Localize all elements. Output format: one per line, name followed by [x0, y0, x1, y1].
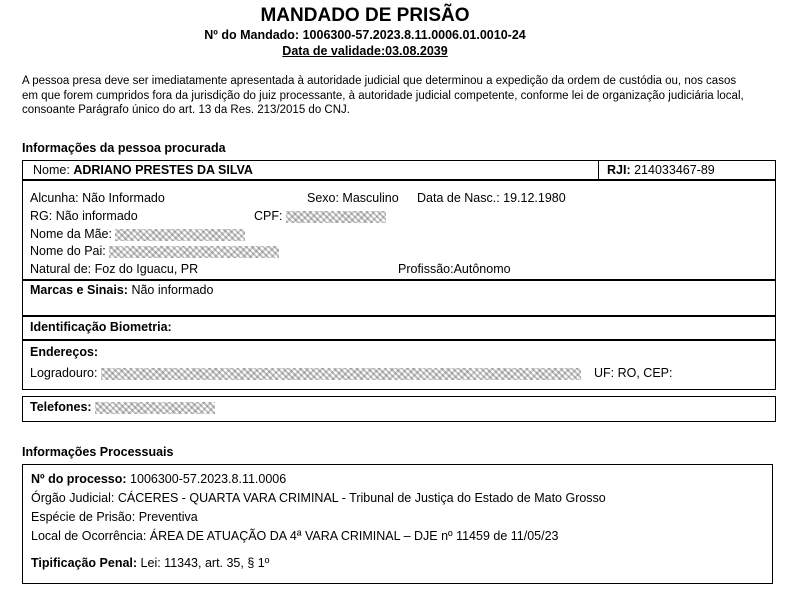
tipificacao-label: Tipificação Penal:	[31, 556, 138, 570]
section-title-processo: Informações Processuais	[22, 445, 174, 459]
rji-label: RJI:	[607, 163, 631, 177]
intro-paragraph: A pessoa presa deve ser imediatamente apresentada à autoridade judicial que determinou a expedição da ordem de custódia ou, nos casos em que forem cumpridos fora da jurisdição do juiz processante, à autoridade judicial competente, conforme lei de organização judiciária local, consoante Parágrafo único do art. 13 da Res. 213/2015 do CNJ.	[22, 75, 744, 116]
validade-label: Data de validade:	[282, 44, 386, 58]
rji-value: 214033467-89	[634, 163, 715, 177]
tipificacao-penal	[31, 556, 269, 570]
redacted-logradouro	[101, 368, 581, 380]
redacted-telefones	[95, 402, 215, 414]
biometria-label: Identificação Biometria:	[30, 320, 172, 334]
processo-numero	[31, 472, 286, 486]
mandado-number	[0, 28, 730, 42]
logradouro-field	[30, 366, 581, 380]
validity-date	[0, 44, 730, 58]
mae-field	[30, 227, 245, 241]
mandado-value: 1006300-57.2023.8.11.0006.01.0010-24	[302, 28, 526, 42]
profissao: Profissão:Autônomo	[398, 262, 511, 276]
pai-field	[30, 244, 279, 258]
sexo: Sexo: Masculino	[307, 191, 399, 205]
uf-cep: UF: RO, CEP:	[594, 366, 673, 380]
page-title: MANDADO DE PRISÃO	[260, 5, 470, 26]
mae-label: Nome da Mãe:	[30, 227, 112, 241]
section-title-pessoa: Informações da pessoa procurada	[22, 141, 226, 155]
cpf-field	[254, 209, 386, 223]
redacted-pai	[109, 246, 279, 258]
telefones-label: Telefones:	[30, 400, 92, 414]
nome-value: ADRIANO PRESTES DA SILVA	[73, 163, 253, 177]
processo-label: Nº do processo:	[31, 472, 127, 486]
name-row-divider	[598, 160, 599, 180]
redacted-mae	[115, 229, 245, 241]
nome-label: Nome:	[33, 163, 70, 177]
validade-value: 03.08.2039	[385, 44, 448, 58]
nome-field	[33, 163, 253, 177]
rg: RG: Não informado	[30, 209, 138, 223]
enderecos-box	[22, 340, 776, 390]
nascimento: Data de Nasc.: 19.12.1980	[417, 191, 566, 205]
processo-value: 1006300-57.2023.8.11.0006	[130, 472, 287, 486]
marcas-value: Não informado	[131, 283, 214, 297]
orgao-judicial: Órgão Judicial: CÁCERES - QUARTA VARA CRIMINAL - Tribunal de Justiça do Estado de Mato Grosso	[31, 491, 606, 505]
natural: Natural de: Foz do Iguacu, PR	[30, 262, 199, 276]
mandado-label: Nº do Mandado:	[204, 28, 300, 42]
telefones-field	[30, 400, 215, 414]
tipificacao-value: Lei: 11343, art. 35, § 1º	[140, 556, 270, 570]
redacted-cpf	[286, 211, 386, 223]
local-ocorrencia: Local de Ocorrência: ÁREA DE ATUAÇÃO DA 4ª VARA CRIMINAL – DJE nº 11459 de 11/05/23	[31, 529, 559, 543]
enderecos-label: Endereços:	[30, 345, 99, 359]
especie-prisao: Espécie de Prisão: Preventiva	[31, 510, 198, 524]
logradouro-label: Logradouro:	[30, 366, 98, 380]
marcas-field	[30, 283, 213, 297]
pai-label: Nome do Pai:	[30, 244, 106, 258]
cpf-label: CPF:	[254, 209, 283, 223]
alcunha: Alcunha: Não Informado	[30, 191, 165, 205]
rji-field	[607, 163, 715, 177]
marcas-label: Marcas e Sinais:	[30, 283, 128, 297]
